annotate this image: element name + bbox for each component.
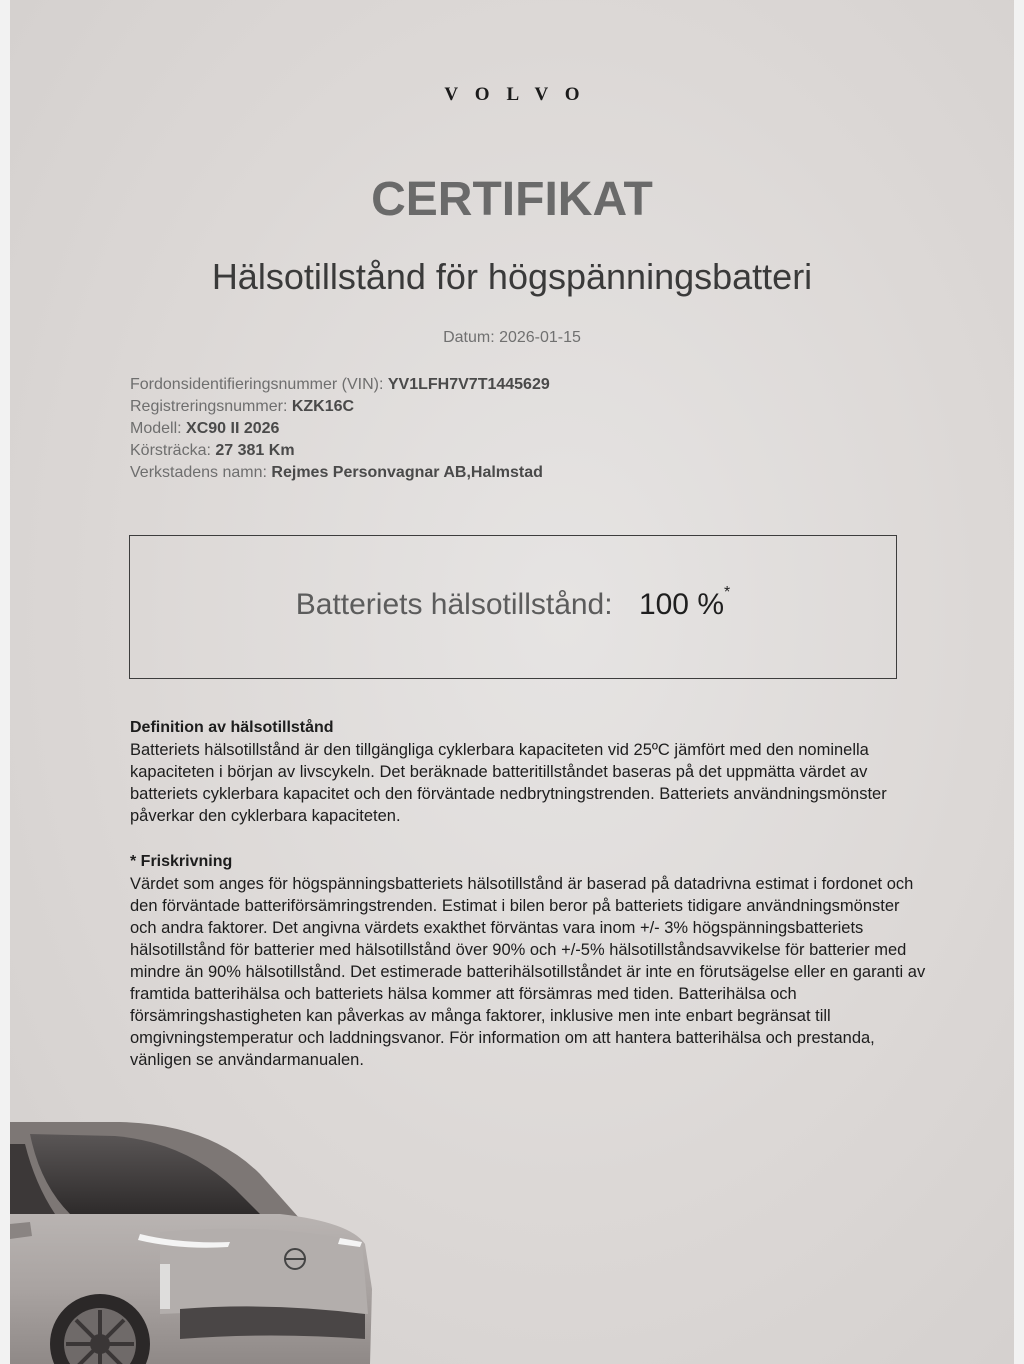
disclaimer-marker: * — [724, 584, 731, 601]
definition-section — [130, 717, 930, 827]
registration-row — [130, 396, 550, 418]
vin-row — [130, 374, 550, 396]
model-label: Modell: — [130, 420, 182, 437]
workshop-label: Verkstadens namn: — [130, 464, 267, 481]
certificate-page — [10, 0, 1014, 1364]
certificate-date: Datum: 2026-01-15 — [443, 329, 581, 346]
model-row — [130, 418, 550, 440]
page-subtitle: Hälsotillstånd för högspänningsbatteri — [211, 256, 813, 297]
battery-health-row — [130, 584, 896, 622]
disclaimer-section — [130, 851, 930, 1071]
workshop-row — [130, 462, 550, 484]
definition-body: Batteriets hälsotillstånd är den tillgängliga cyklerbara kapaciteten vid 25ºC jämfört med den nominella kapaciteten i början av livscykeln. Det beräknade batteritillståndet baseras på det uppmätta värdet av batteriets cyklerbara kapacitet och den förväntade nedbrytningstrenden. Batteriets användningsmönster påverkar den cyklerbara kapaciteten. — [130, 741, 887, 825]
battery-health-box — [129, 535, 897, 679]
vin-label: Fordonsidentifieringsnummer (VIN): — [130, 376, 384, 393]
vin-value: YV1LFH7V7T1445629 — [387, 376, 550, 393]
mileage-label: Körsträcka: — [130, 442, 211, 459]
vehicle-info — [130, 374, 550, 484]
battery-health-label: Batteriets hälsotillstånd: — [295, 588, 613, 621]
mileage-row — [130, 440, 550, 462]
mileage-value: 27 381 Km — [215, 442, 295, 459]
registration-label: Registreringsnummer: — [130, 398, 288, 415]
car-image — [10, 1114, 380, 1364]
disclaimer-heading: * Friskrivning — [130, 853, 233, 870]
disclaimer-body: Värdet som anges för högspänningsbatteriets hälsotillstånd är baserad på datadrivna estimat i fordonet och den förväntade batteriförsämringstrenden. Estimat i bilen beror på batteriets tidigare användningsmönster och andra faktorer. Det angivna värdets exakthet förväntas vara inom +/- 3% högspänningsbatteriets hälsotillstånd för batterier med hälsotillstånd över 90% och +/-5% hälsotillståndsavvikelse för batterier med mindre än 90% hälsotillstånd. Det estimerade batterihälsotillståndet är inte en förutsägelse eller en garanti av framtida batterihälsa och batteriets hälsa kommer att försämras med tiden. Batterihälsa och försämringshastigheten kan påverkas av många faktorer, inklusive men inte enbart begränsat till omgivningstemperatur och laddningsvanor. För information om att hantera batterihälsa och prestanda, vänligen se användarmanualen. — [130, 875, 926, 1069]
definition-heading: Definition av hälsotillstånd — [130, 719, 334, 736]
registration-value: KZK16C — [291, 398, 355, 415]
battery-health-value: 100 % — [638, 588, 725, 621]
workshop-value: Rejmes Personvagnar AB,Halmstad — [271, 464, 543, 481]
volvo-logo: VOLVO — [444, 84, 597, 105]
model-value: XC90 II 2026 — [186, 420, 280, 437]
page-title: CERTIFIKAT — [371, 173, 653, 226]
